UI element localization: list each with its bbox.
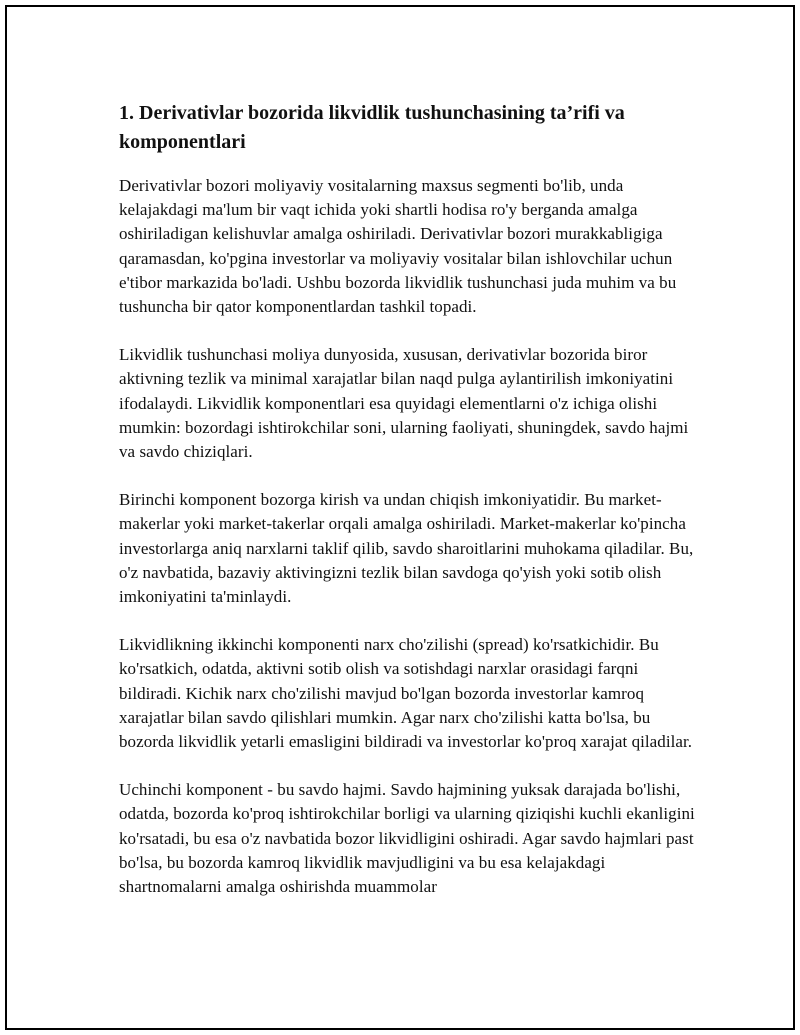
paragraph-4: Likvidlikning ikkinchi komponenti narx cho'zilishi (spread) ko'rsatkichidir. Bu ko'rsatkich, odatda, aktivni sotib olish va sotishdagi narxlar orasidagi farqni bildiradi. Kichik narx cho'zilishi mavjud bo'lgan bozorda investorlar kamroq xarajatlar bilan savdo qilishlari mumkin. Agar narx cho'zilishi katta bo'lsa, bu bozorda likvidlik yetarli emasligini bildiradi va investorlar ko'proq xarajat qiladilar. [119,635,693,752]
page-frame [5,5,795,1030]
section-heading: 1. Derivativlar bozorida likvidlik tushunchasining ta’rifi va komponentlari [119,102,625,153]
paragraph-2: Likvidlik tushunchasi moliya dunyosida, xususan, derivativlar bozorida biror aktivning tezlik va minimal xarajatlar bilan naqd pulga aylantirilish imkoniyatini ifodalaydi. Likvidlik komponentlari esa quyidagi elementlarni o'z ichiga olishi mumkin: bozordagi ishtirokchilar soni, ularning faoliyati, shuningdek, savdo hajmi va savdo chiziqlari. [119,345,689,462]
paragraph-1: Derivativlar bozori moliyaviy vositalarning maxsus segmenti bo'lib, unda kelajakdagi ma'lum bir vaqt ichida yoki shartli hodisa ro'y berganda amalga oshiriladigan kelishuvlar amalga oshiriladi. Derivativlar bozori murakkabligiga qaramasdan, ko'pgina investorlar va moliyaviy vositalar bilan ishlovchilar uchun e'tibor markazida bo'ladi. Ushbu bozorda likvidlik tushunchasi juda muhim va bu tushuncha bir qator komponentlardan tashkil topadi. [119,176,677,317]
paragraph-3: Birinchi komponent bozorga kirish va undan chiqish imkoniyatidir. Bu market-makerlar yoki market-takerlar orqali amalga oshiriladi. Market-makerlar ko'pincha investorlarga aniq narxlarni taklif qilib, savdo sharoitlarini muhokama qiladilar. Bu, o'z navbatida, bazaviy aktivingizni tezlik bilan savdoga qo'yish yoki sotib olish imkoniyatini ta'minlaydi. [119,490,694,607]
document-body [119,99,699,899]
paragraph-5: Uchinchi komponent - bu savdo hajmi. Savdo hajmining yuksak darajada bo'lishi, odatda, bozorda ko'proq ishtirokchilar borligi va ularning qiziqishi kuchli ekanligini ko'rsatadi, bu esa o'z navbatida bozor likvidligini oshiradi. Agar savdo hajmlari past bo'lsa, bu bozorda kamroq likvidlik mavjudligini va bu esa kelajakdagi shartnomalarni amalga oshirishda muammolar [119,780,695,897]
